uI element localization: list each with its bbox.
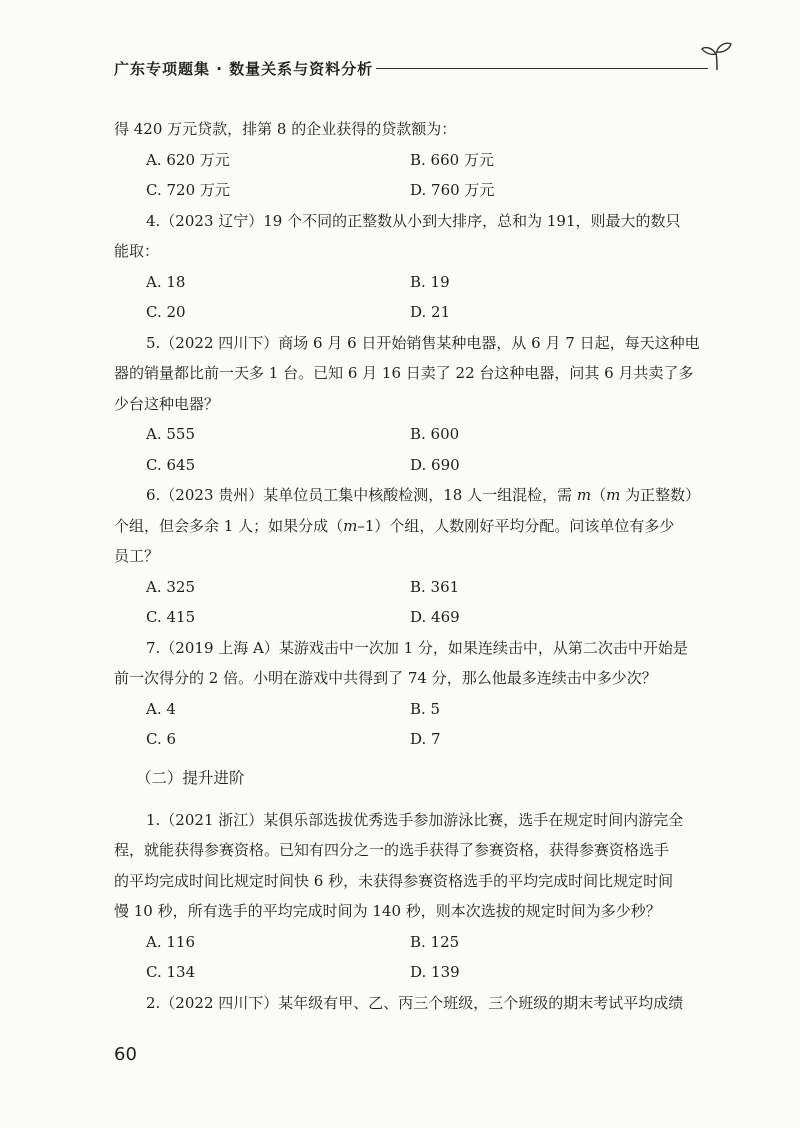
sprout-icon <box>700 40 734 74</box>
s2q1-line: 程，就能获得参赛资格。已知有四分之一的选手获得了参赛资格，获得参赛资格选手 <box>114 841 670 859</box>
q6-option-d: D. 469 <box>410 608 460 626</box>
q3-options-row <box>114 145 714 176</box>
q6-text: （ <box>591 486 607 504</box>
q6-text: –1）个组，人数刚好平均分配。问该单位有多少 <box>357 516 675 535</box>
q4-options-row <box>114 297 714 328</box>
s2q1-option-c: C. 134 <box>146 963 196 981</box>
q7-option-a: A. 4 <box>146 699 176 718</box>
q4-line: 4.（2023 辽宁）19 个不同的正整数从小到大排序，总和为 191，则最大的数只 <box>146 211 681 230</box>
q3-option-d: D. 760 万元 <box>410 181 495 199</box>
q5-line: 器的销量都比前一天多 1 台。已知 6 月 16 日卖了 22 台这种电器，问其 6 月共卖了多 <box>114 364 694 382</box>
q6-option-b: B. 361 <box>410 577 460 596</box>
q6-options-row <box>114 602 714 633</box>
s2q2-line: 2.（2022 四川下）某年级有甲、乙、丙三个班级，三个班级的期末考试平均成绩 <box>146 993 684 1012</box>
q3-option-b: B. 660 万元 <box>410 150 494 169</box>
q3-options-row <box>114 175 714 206</box>
q6-text: 6.（2023 贵州）某单位员工集中核酸检测，18 人一组混检，需 <box>146 486 577 504</box>
q5-options-row <box>114 419 714 450</box>
q4-line: 能取： <box>114 242 160 260</box>
page-content <box>114 114 714 1018</box>
q4-option-c: C. 20 <box>146 303 186 321</box>
q5-line: 5.（2022 四川下）商场 6 月 6 日开始销售某种电器，从 6 月 7 日起，每天这种电 <box>146 333 700 352</box>
s2q1-line: 慢 10 秒，所有选手的平均完成时间为 140 秒，则本次选拔的规定时间为多少秒？ <box>114 902 661 920</box>
q7-line: 前一次得分的 2 倍。小明在游戏中共得到了 74 分，那么他最多连续击中多少次？ <box>114 669 657 687</box>
s2q1-line: 1.（2021 浙江）某俱乐部选拔优秀选手参加游泳比赛，选手在规定时间内游完全 <box>146 810 684 829</box>
q6-text: 为正整数） <box>620 486 701 504</box>
q3-option-a: A. 620 万元 <box>146 150 230 169</box>
q3-option-c: C. 720 万元 <box>146 181 230 199</box>
q7-option-c: C. 6 <box>146 730 177 748</box>
q7-option-d: D. 7 <box>410 730 441 748</box>
q7-options-row <box>114 724 714 755</box>
q6-line <box>114 480 714 511</box>
q6-line: 员工？ <box>114 547 160 565</box>
q4-option-b: B. 19 <box>410 272 450 291</box>
q6-options-row <box>114 572 714 603</box>
q7-line: 7.（2019 上海 A）某游戏击中一次加 1 分，如果连续击中，从第二次击中开始是 <box>146 638 688 657</box>
header-rule <box>376 68 708 69</box>
q6-line <box>114 511 714 542</box>
q4-option-a: A. 18 <box>146 272 186 291</box>
section-heading: （二）提升进阶 <box>136 768 245 787</box>
s2q1-option-a: A. 116 <box>146 932 195 951</box>
page-number: 60 <box>114 1044 137 1065</box>
header-title: 广东专项题集 · 数量关系与资料分析 <box>114 60 374 78</box>
q6-option-a: A. 325 <box>146 577 195 596</box>
q7-option-b: B. 5 <box>410 699 441 718</box>
q5-option-c: C. 645 <box>146 455 196 474</box>
q6-var: m <box>576 486 592 504</box>
q6-text: 个组，但会多余 1 人；如果分成（ <box>114 516 344 535</box>
q6-var: m <box>606 486 621 504</box>
running-header <box>114 44 734 84</box>
q3-text: 得 420 万元贷款，排第 8 的企业获得的贷款额为： <box>114 120 457 138</box>
q4-option-d: D. 21 <box>410 303 451 321</box>
q4-options-row <box>114 267 714 298</box>
q6-var: m <box>343 516 358 535</box>
s2q1-option-d: D. 139 <box>410 963 460 981</box>
q6-option-c: C. 415 <box>146 608 196 626</box>
q7-options-row <box>114 694 714 725</box>
q5-option-b: B. 600 <box>410 425 460 443</box>
q5-options-row <box>114 450 714 481</box>
s2q1-options-row <box>114 927 714 958</box>
q5-option-d: D. 690 <box>410 455 460 474</box>
s2q1-option-b: B. 125 <box>410 932 460 951</box>
q5-line: 少台这种电器？ <box>114 394 220 413</box>
s2q1-options-row <box>114 957 714 988</box>
q5-option-a: A. 555 <box>146 425 195 443</box>
s2q1-line: 的平均完成时间比规定时间快 6 秒，未获得参赛资格选手的平均完成时间比规定时间 <box>114 871 674 890</box>
